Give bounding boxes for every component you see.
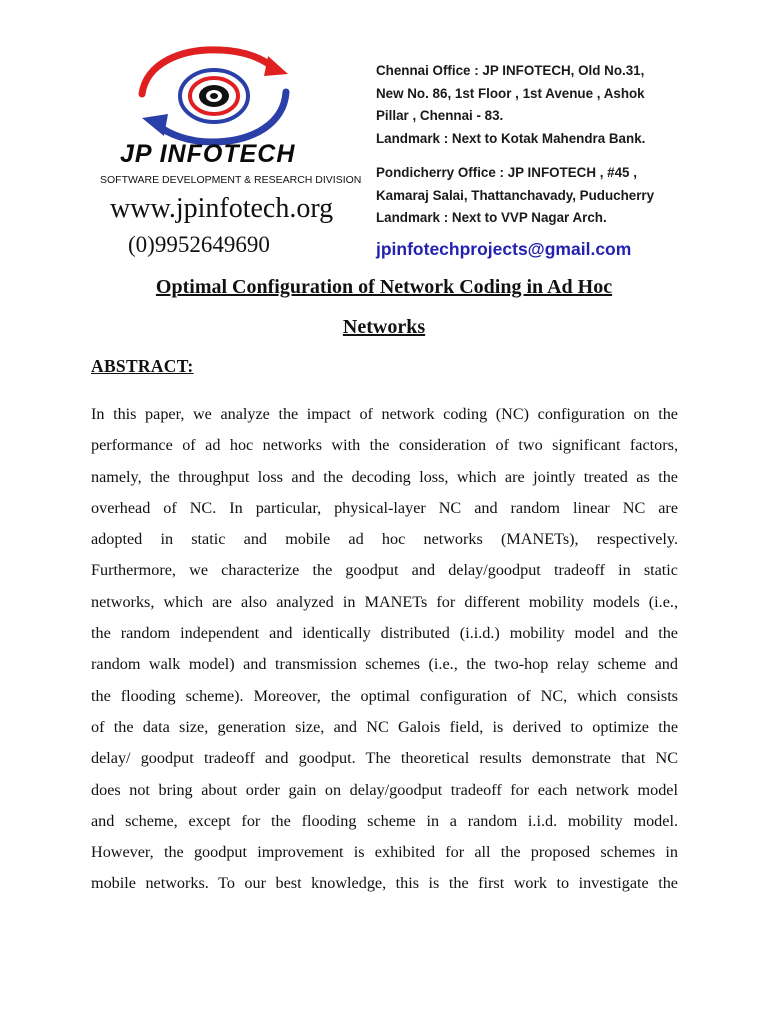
abstract-heading: ABSTRACT: bbox=[91, 356, 194, 376]
pondicherry-address-line: Pondicherry Office : JP INFOTECH , #45 , bbox=[376, 165, 637, 180]
abstract-line: random walk model) and transmission schemes (i.e., the two-hop relay scheme and bbox=[91, 655, 678, 674]
abstract-paragraph bbox=[91, 399, 678, 900]
abstract-line: namely, the throughput loss and the decoding loss, which are jointly treated as the bbox=[91, 467, 678, 486]
division-tagline: SOFTWARE DEVELOPMENT & RESEARCH DIVISION bbox=[100, 174, 362, 186]
abstract-line: networks, which are also analyzed in MANETs for different mobility models (i.e., bbox=[91, 592, 678, 611]
chennai-address-line: Pillar , Chennai - 83. bbox=[376, 108, 504, 123]
letterhead bbox=[0, 0, 768, 272]
abstract-line: of the data size, generation size, and NC Galois field, is derived to optimize the bbox=[91, 717, 678, 736]
abstract-line: delay/ goodput tradeoff and goodput. The theoretical results demonstrate that NC bbox=[91, 749, 678, 768]
contact-email[interactable]: jpinfotechprojects@gmail.com bbox=[376, 239, 632, 259]
pondicherry-landmark: Landmark : Next to VVP Nagar Arch. bbox=[376, 210, 607, 225]
abstract-line: performance of ad hoc networks with the consideration of two significant factors, bbox=[91, 436, 678, 455]
abstract-line: mobile networks. To our best knowledge, this is the first work to investigate the bbox=[91, 874, 678, 893]
abstract-line: the flooding scheme). Moreover, the optimal configuration of NC, which consists bbox=[91, 686, 678, 705]
document-title-line: Optimal Configuration of Network Coding in Ad Hoc bbox=[155, 276, 613, 298]
pondicherry-address-line: Kamaraj Salai, Thattanchavady, Puducherry bbox=[376, 187, 655, 203]
abstract-line: adopted in static and mobile ad hoc networks (MANETs), respectively. bbox=[91, 530, 678, 549]
website-url[interactable]: www.jpinfotech.org bbox=[110, 193, 334, 224]
abstract-line: does not bring about order gain on delay/goodput tradeoff for each network model bbox=[91, 780, 678, 799]
brand-name: JP INFOTECH bbox=[120, 140, 296, 168]
abstract-line: and scheme, except for the flooding scheme in a random i.i.d. mobility model. bbox=[91, 811, 678, 830]
chennai-address-line: New No. 86, 1st Floor , 1st Avenue , Ashok bbox=[376, 85, 645, 101]
document-title-line: Networks bbox=[342, 316, 426, 338]
chennai-landmark: Landmark : Next to Kotak Mahendra Bank. bbox=[376, 130, 646, 146]
target-arrows-logo-icon bbox=[128, 42, 300, 152]
abstract-line: the random independent and identically distributed (i.i.d.) mobility model and the bbox=[91, 624, 678, 643]
office-addresses bbox=[376, 60, 696, 230]
abstract-line: In this paper, we analyze the impact of network coding (NC) configuration on the bbox=[91, 405, 678, 423]
chennai-address-line: Chennai Office : JP INFOTECH, Old No.31, bbox=[376, 63, 645, 78]
phone-number: (0)9952649690 bbox=[128, 232, 270, 257]
abstract-line: Furthermore, we characterize the goodput and delay/goodput tradeoff in static bbox=[91, 561, 678, 580]
abstract-line: However, the goodput improvement is exhibited for all the proposed schemes in bbox=[91, 843, 678, 862]
abstract-line: overhead of NC. In particular, physical-layer NC and random linear NC are bbox=[91, 498, 678, 517]
